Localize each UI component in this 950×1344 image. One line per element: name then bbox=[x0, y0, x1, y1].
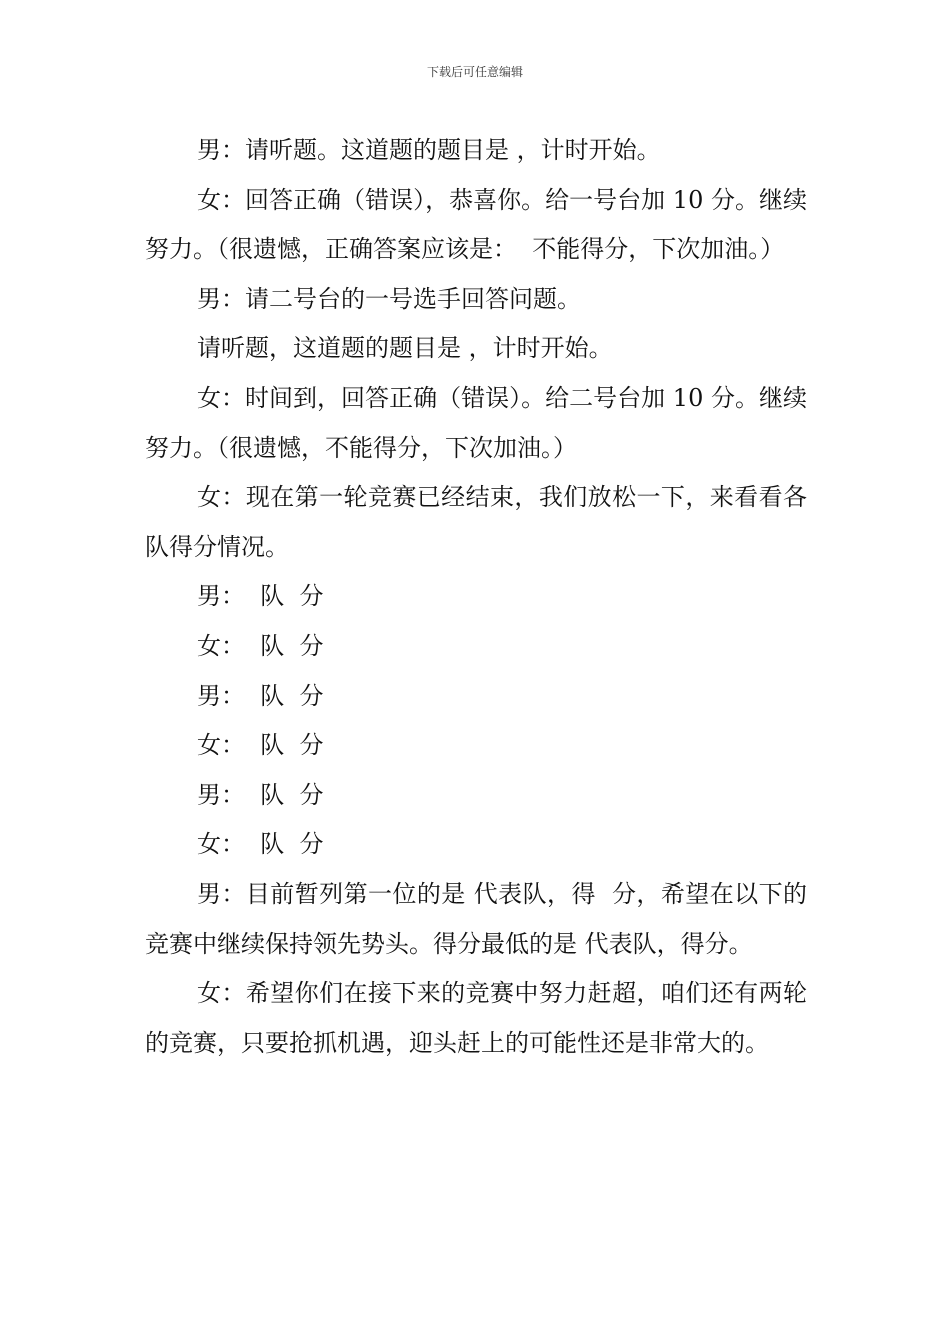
page-header: 下载后可任意编辑 bbox=[426, 65, 523, 79]
score-line-6: 女： 队 分 bbox=[197, 830, 324, 859]
paragraph-6: 女：现在第一轮竞赛已经结束，我们放松一下，来看看各队得分情况。 bbox=[145, 483, 807, 561]
paragraph-5: 女：时间到，回答正确（错误）。给二号台加 10 分。继续努力。（很遗憾，不能得分，下次加油。） bbox=[145, 383, 807, 462]
score-line-3: 男： 队 分 bbox=[197, 681, 324, 710]
paragraph-8: 女：希望你们在接下来的竞赛中努力赶超，咱们还有两轮的竞赛，只要抢抓机遇，迎头赶上的可能性还是非常大的。 bbox=[145, 979, 807, 1057]
paragraph-1: 男：请听题。这道题的题目是 ，计时开始。 bbox=[197, 136, 661, 164]
document-body bbox=[145, 126, 807, 1068]
score-line-2: 女： 队 分 bbox=[197, 631, 324, 660]
score-line-5: 男： 队 分 bbox=[197, 780, 324, 809]
paragraph-7: 男：目前暂列第一位的是 代表队，得 分，希望在以下的竞赛中继续保持领先势头。得分最低的是 代表队，得分。 bbox=[145, 879, 807, 958]
score-line-1: 男： 队 分 bbox=[197, 582, 324, 611]
paragraph-2: 女：回答正确（错误），恭喜你。给一号台加 10 分。继续努力。（很遗憾，正确答案应该是： 不能得分，下次加油。） bbox=[145, 185, 807, 264]
score-line-4: 女： 队 分 bbox=[197, 731, 324, 760]
paragraph-4: 请听题，这道题的题目是 ，计时开始。 bbox=[197, 334, 613, 363]
paragraph-3: 男：请二号台的一号选手回答问题。 bbox=[197, 284, 581, 313]
